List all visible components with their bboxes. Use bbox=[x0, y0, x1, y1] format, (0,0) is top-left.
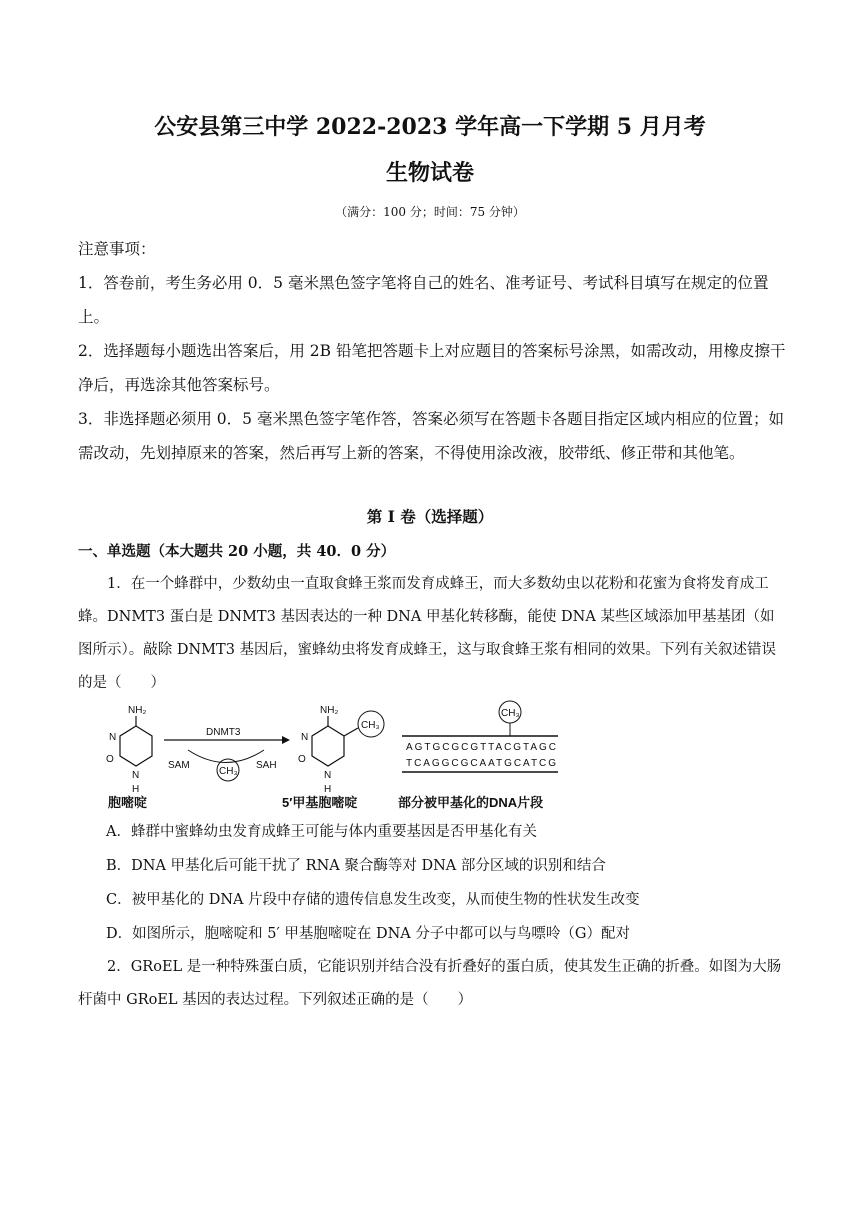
svg-text:NH₂: NH₂ bbox=[128, 705, 147, 716]
exam-title: 公安县第三中学 2022-2023 学年高一下学期 5 月月考 bbox=[154, 114, 706, 140]
methylcytosine-structure bbox=[282, 705, 384, 810]
svg-text:O: O bbox=[106, 754, 114, 765]
question-1-option-a: A．蜂群中蜜蜂幼虫发育成蜂王可能与体内重要基因是否甲基化有关 bbox=[106, 824, 537, 840]
section-title: 第 I 卷（选择题） bbox=[366, 507, 494, 526]
dna-fragment-label: 部分被甲基化的DNA片段 bbox=[398, 795, 544, 810]
methylcytosine-label: 5′甲基胞嘧啶 bbox=[282, 795, 358, 810]
svg-text:AGTGCGCGTTACGTAGC: AGTGCGCGTTACGTAGC bbox=[406, 742, 556, 753]
svg-text:TCAGGCGCAATGCATCG: TCAGGCGCAATGCATCG bbox=[406, 758, 556, 769]
exam-subject: 生物试卷 bbox=[385, 160, 474, 186]
svg-text:H: H bbox=[324, 784, 332, 795]
question-2-stem: 2．GRoEL 是一种特殊蛋白质，它能识别并结合没有折叠好的蛋白质，使其发生正确的折叠。如图为大肠杆菌中 GRoEL 基因的表达过程。下列叙述正确的是（ ） bbox=[78, 959, 782, 1008]
question-1-option-b: B．DNA 甲基化后可能干扰了 RNA 聚合酶等对 DNA 部分区域的识别和结合 bbox=[106, 858, 606, 874]
cytosine-structure bbox=[106, 705, 152, 810]
question-1-option-c: C．被甲基化的 DNA 片段中存储的遗传信息发生改变，从而使生物的性状发生改变 bbox=[106, 892, 640, 908]
reaction-arrow bbox=[164, 727, 290, 781]
svg-text:N: N bbox=[109, 732, 117, 743]
notice-block bbox=[78, 232, 788, 470]
methylation-figure bbox=[106, 700, 576, 810]
svg-text:N: N bbox=[301, 732, 309, 743]
question-1-stem: 1．在一个蜂群中，少数幼虫一直取食蜂王浆而发育成蜂王，而大多数幼虫以花粉和花蜜为食将发育成工蜂。DNMT3 蛋白是 DNMT3 基因表达的一种 DNA 甲基化转移酶，能使 DNA 某些区域添加甲基基团（如图所示）。敲除 DNMT3 基因后，蜜蜂幼虫将发育成蜂王，这与取食蜂王浆有相同的效果。下列有关叙述错误的是（ ） bbox=[78, 576, 777, 691]
dna-fragment bbox=[398, 701, 558, 810]
svg-text:O: O bbox=[298, 754, 306, 765]
exam-info: （满分：100 分；时间：75 分钟） bbox=[335, 205, 525, 219]
svg-text:SAH: SAH bbox=[256, 760, 277, 771]
svg-text:N: N bbox=[324, 770, 332, 781]
cytosine-label: 胞嘧啶 bbox=[108, 795, 148, 810]
svg-text:N: N bbox=[132, 770, 140, 781]
svg-text:CH₃: CH₃ bbox=[361, 720, 380, 731]
svg-text:DNMT3: DNMT3 bbox=[206, 727, 241, 738]
svg-text:CH₃: CH₃ bbox=[219, 766, 238, 777]
svg-text:SAM: SAM bbox=[168, 760, 190, 771]
part-title: 一、单选题（本大题共 20 小题，共 40．0 分） bbox=[78, 543, 396, 560]
notice-heading: 注意事项： bbox=[78, 240, 156, 258]
svg-text:NH₂: NH₂ bbox=[320, 705, 339, 716]
svg-text:CH₃: CH₃ bbox=[501, 708, 520, 719]
svg-text:H: H bbox=[132, 784, 140, 795]
notice-item: 1．答卷前，考生务必用 0．5 毫米黑色签字笔将自己的姓名、准考证号、考试科目填写在规定的位置上。 bbox=[78, 274, 769, 326]
notice-item: 2．选择题每小题选出答案后，用 2B 铅笔把答题卡上对应题目的答案标号涂黑，如需改动，用橡皮擦干净后，再选涂其他答案标号。 bbox=[78, 342, 786, 394]
notice-item: 3．非选择题必须用 0．5 毫米黑色签字笔作答，答案必须写在答题卡各题目指定区域内相应的位置；如需改动，先划掉原来的答案，然后再写上新的答案，不得使用涂改液，胶带纸、修正带和其他笔。 bbox=[78, 410, 784, 462]
question-1-option-d: D．如图所示，胞嘧啶和 5′ 甲基胞嘧啶在 DNA 分子中都可以与鸟嘌呤（G）配对 bbox=[106, 926, 630, 942]
